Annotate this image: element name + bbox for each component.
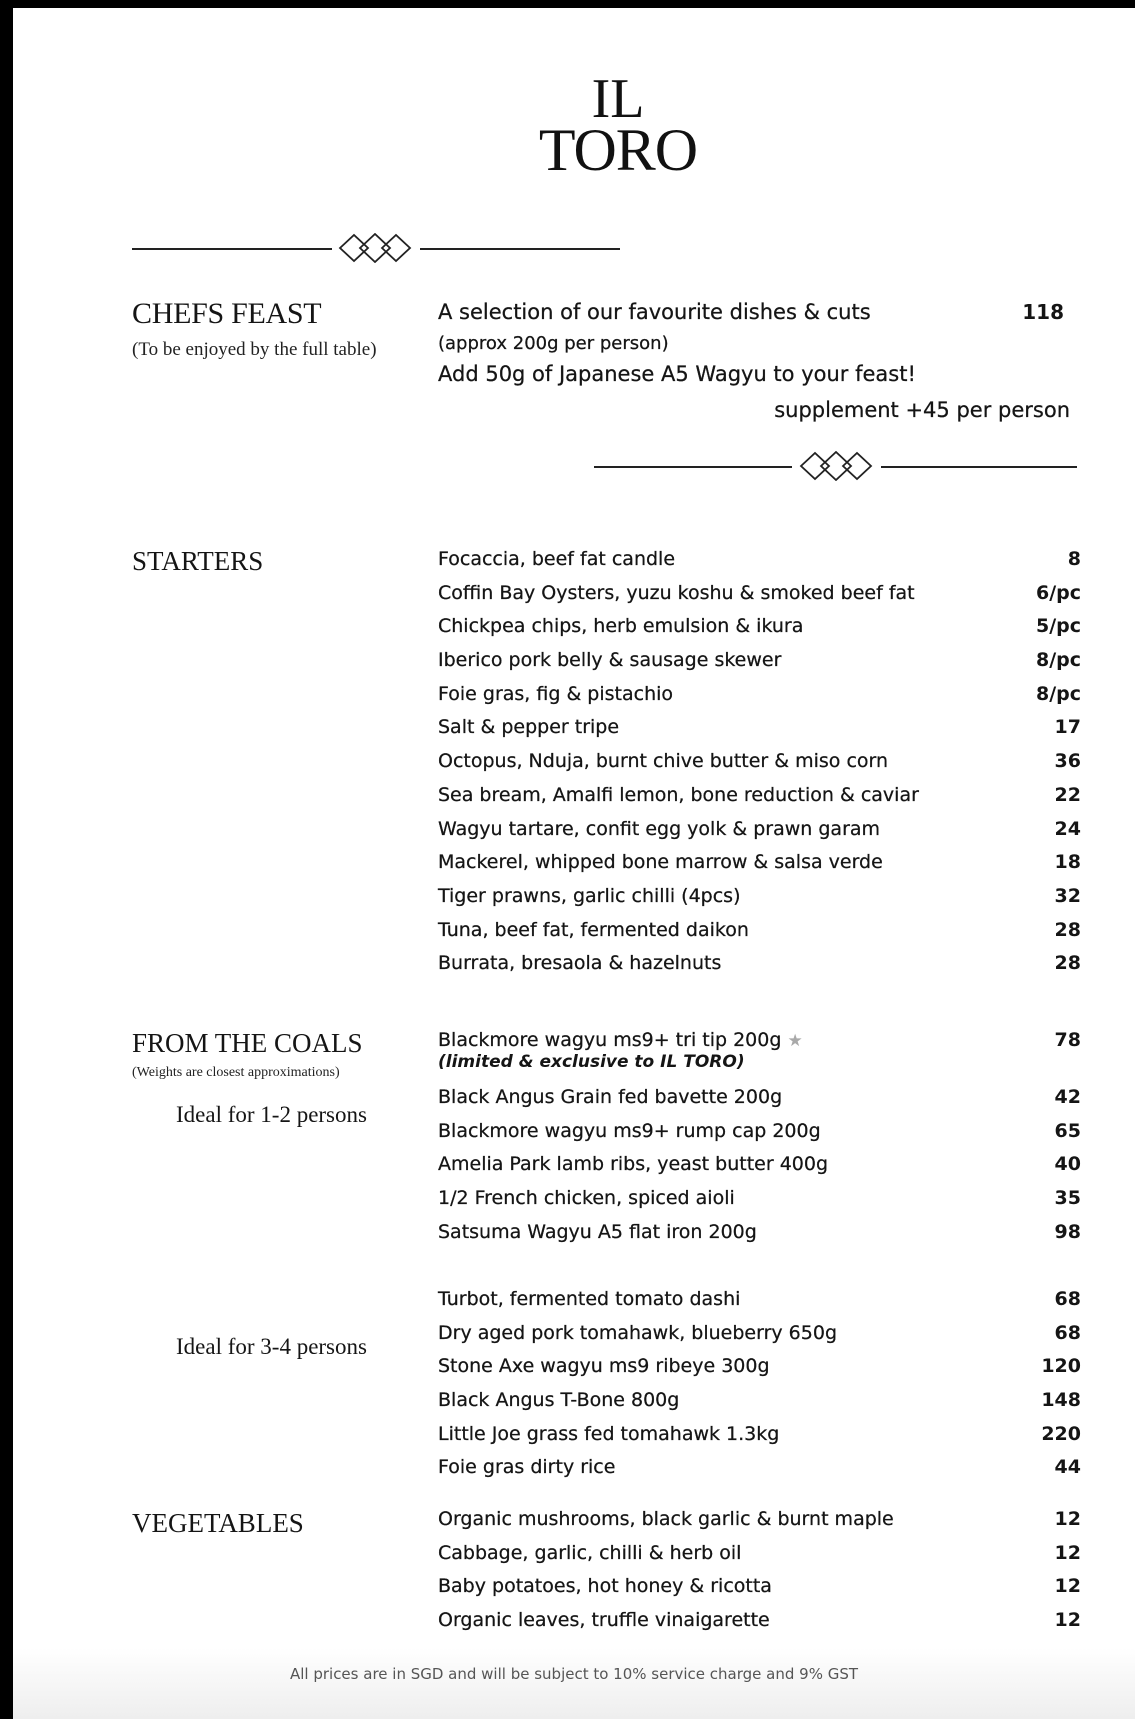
menu-item (438, 1187, 1081, 1221)
item-name: Black Angus Grain fed bavette 200g (438, 1086, 783, 1108)
item-name: Sea bream, Amalfi lemon, bone reduction & caviar (438, 783, 919, 806)
item-name: Black Angus T-Bone 800g (438, 1389, 680, 1412)
menu-item (438, 1575, 1081, 1609)
item-name: Mackerel, whipped bone marrow & salsa verde (438, 851, 883, 874)
ornament-divider (132, 233, 632, 263)
item-name: Organic mushrooms, black garlic & burnt maple (438, 1508, 894, 1530)
menu-item (438, 1389, 1081, 1423)
item-name: Coffin Bay Oysters, yuzu koshu & smoked beef fat (438, 581, 915, 604)
item-price: 36 (1054, 750, 1081, 773)
menu-page (13, 8, 1135, 1719)
item-price: 22 (1054, 783, 1081, 806)
menu-item (438, 784, 1081, 818)
item-price: 8 (1067, 548, 1081, 570)
item-price: 12 (1054, 1575, 1081, 1598)
item-price: 5/pc (1035, 615, 1081, 638)
item-name: Foie gras, fig & pistachio (438, 682, 674, 705)
item-price: 44 (1054, 1456, 1081, 1479)
item-name: Tiger prawns, garlic chilli (4pcs) (438, 884, 741, 907)
item-price: 18 (1054, 851, 1081, 874)
starters-title: STARTERS (132, 546, 264, 576)
diamond-ornament-icon (337, 233, 413, 263)
vegetables-title: VEGETABLES (132, 1508, 304, 1538)
menu-item (438, 919, 1081, 953)
group-1-2-label: Ideal for 1-2 persons (176, 1102, 367, 1127)
item-price: 220 (1041, 1422, 1081, 1445)
ornament-divider (594, 451, 1094, 481)
menu-item (438, 1542, 1081, 1576)
item-name: Turbot, fermented tomato dashi (438, 1288, 741, 1310)
chefs-feast-supplement: supplement +45 per person (774, 398, 1070, 422)
item-name: Little Joe grass fed tomahawk 1.3kg (438, 1422, 780, 1445)
item-name: Cabbage, garlic, chilli & herb oil (438, 1541, 742, 1564)
diamond-ornament-icon (798, 451, 874, 481)
vegetables-list (438, 1508, 1081, 1643)
item-price: 6/pc (1035, 581, 1081, 604)
coals-subtitle: (Weights are closest approximations) (132, 1065, 340, 1080)
menu-item (438, 1423, 1081, 1457)
item-name: Blackmore wagyu ms9+ rump cap 200g (438, 1119, 821, 1142)
item-name: Salt & pepper tripe (438, 716, 620, 739)
chefs-feast-note: (approx 200g per person) (438, 333, 669, 354)
footer-note: All prices are in SGD and will be subject to 10% service charge and 9% GST (289, 1665, 859, 1683)
star-icon: ★ (787, 1031, 803, 1051)
menu-item (438, 1221, 1081, 1255)
chefs-feast-subtitle: (To be enjoyed by the full table) (132, 339, 377, 360)
item-name: Satsuma Wagyu A5 flat iron 200g (438, 1220, 757, 1243)
item-note: (limited & exclusive to IL TORO) (438, 1052, 745, 1072)
item-price: 12 (1054, 1609, 1081, 1632)
item-price: 78 (1054, 1029, 1081, 1051)
menu-item (438, 649, 1081, 683)
item-price: 8/pc (1035, 682, 1081, 705)
menu-item (438, 716, 1081, 750)
group-3-4-label: Ideal for 3-4 persons (176, 1334, 367, 1359)
coals-title: FROM THE COALS (132, 1028, 363, 1058)
item-name: Foie gras dirty rice (438, 1456, 616, 1479)
item-name: Chickpea chips, herb emulsion & ikura (438, 615, 804, 638)
item-name: Organic leaves, truffle vinaigarette (438, 1609, 770, 1632)
item-name: 1/2 French chicken, spiced aioli (438, 1187, 735, 1210)
menu-item (438, 1322, 1081, 1356)
menu-item (438, 1288, 1081, 1322)
menu-item (438, 1355, 1081, 1389)
menu-item (438, 818, 1081, 852)
item-price: 42 (1054, 1086, 1081, 1108)
coals-group-1-list (438, 1086, 1081, 1254)
item-name: Iberico pork belly & sausage skewer (438, 649, 782, 672)
logo-line-1: IL (591, 68, 645, 130)
menu-item (438, 582, 1081, 616)
menu-item (438, 1508, 1081, 1542)
menu-item (438, 952, 1081, 986)
menu-item (438, 1456, 1081, 1490)
item-price: 24 (1054, 817, 1081, 840)
item-name: Tuna, beef fat, fermented daikon (438, 918, 749, 941)
menu-item (438, 1609, 1081, 1643)
logo-line-2: TORO (538, 117, 698, 183)
item-price: 17 (1054, 716, 1081, 739)
featured-item (438, 1029, 1081, 1085)
menu-item (438, 683, 1081, 717)
item-name: Focaccia, beef fat candle (438, 548, 676, 570)
item-price: 35 (1054, 1187, 1081, 1210)
item-price: 12 (1054, 1541, 1081, 1564)
starters-list (438, 548, 1081, 986)
item-price: 8/pc (1035, 649, 1081, 672)
menu-item (438, 1120, 1081, 1154)
chefs-feast-price: 118 (1022, 300, 1064, 324)
item-name: Stone Axe wagyu ms9 ribeye 300g (438, 1355, 770, 1378)
item-price: 120 (1041, 1355, 1081, 1378)
item-price: 98 (1054, 1220, 1081, 1243)
item-price: 32 (1054, 884, 1081, 907)
item-price: 68 (1054, 1321, 1081, 1344)
item-name: Amelia Park lamb ribs, yeast butter 400g (438, 1153, 829, 1176)
item-name: Blackmore wagyu ms9+ tri tip 200g ★ (438, 1029, 803, 1051)
item-name: Burrata, bresaola & hazelnuts (438, 952, 722, 975)
chefs-feast-description: A selection of our favourite dishes & cuts (438, 300, 871, 324)
menu-item (438, 851, 1081, 885)
menu-item (438, 885, 1081, 919)
item-price: 40 (1054, 1153, 1081, 1176)
menu-item (438, 615, 1081, 649)
chefs-feast-title: CHEFS FEAST (132, 297, 322, 330)
item-price: 12 (1054, 1508, 1081, 1530)
item-name: Octopus, Nduja, burnt chive butter & miso corn (438, 750, 889, 773)
item-name: Wagyu tartare, confit egg yolk & prawn garam (438, 817, 881, 840)
chefs-feast-addon: Add 50g of Japanese A5 Wagyu to your feast! (438, 362, 916, 386)
menu-item (438, 548, 1081, 582)
item-price: 65 (1054, 1119, 1081, 1142)
item-price: 28 (1054, 952, 1081, 975)
menu-item (438, 750, 1081, 784)
item-name: Dry aged pork tomahawk, blueberry 650g (438, 1321, 838, 1344)
item-name: Baby potatoes, hot honey & ricotta (438, 1575, 772, 1598)
item-price: 28 (1054, 918, 1081, 941)
menu-item (438, 1086, 1081, 1120)
item-price: 148 (1041, 1389, 1081, 1412)
coals-group-2-list (438, 1288, 1081, 1490)
menu-item (438, 1153, 1081, 1187)
item-price: 68 (1054, 1288, 1081, 1310)
